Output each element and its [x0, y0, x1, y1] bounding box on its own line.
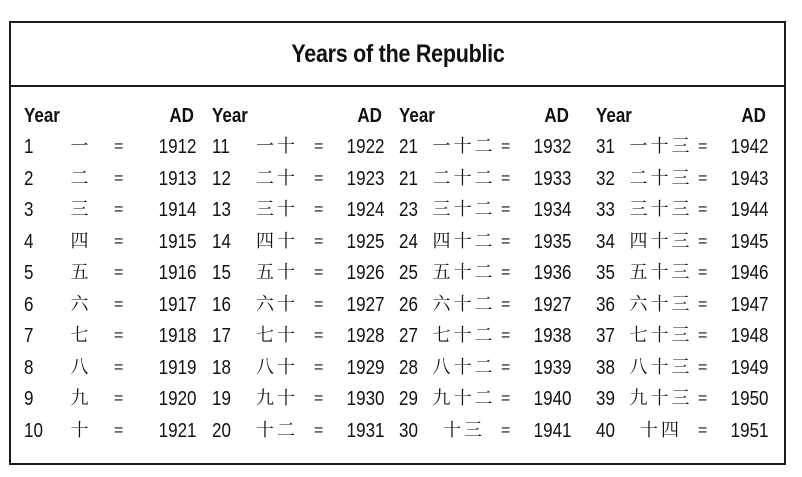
- republic-year: 23: [399, 199, 418, 221]
- republic-year: 28: [399, 356, 418, 379]
- republic-year: 37: [596, 325, 615, 347]
- equals-sign: =: [501, 295, 511, 313]
- table-row: [596, 198, 778, 230]
- republic-year: 29: [399, 388, 418, 410]
- republic-year: 8: [24, 356, 34, 379]
- ad-year: 1915: [158, 230, 196, 253]
- ad-year: 1949: [730, 356, 768, 379]
- republic-year: 25: [399, 262, 418, 284]
- equals-sign: =: [114, 327, 124, 344]
- equals-sign: =: [314, 232, 324, 250]
- table-row: [399, 419, 581, 451]
- header-ad: AD: [357, 105, 382, 127]
- republic-year: 21: [399, 167, 418, 190]
- table-row: [596, 261, 778, 293]
- republic-year: 1: [24, 136, 34, 158]
- chinese-numeral: 四十二: [432, 230, 496, 252]
- ad-year: 1916: [158, 262, 196, 284]
- ad-year: 1941: [533, 419, 571, 442]
- chinese-numeral: 三十: [256, 199, 298, 220]
- table-column: [212, 105, 394, 450]
- equals-sign: =: [501, 201, 511, 218]
- equals-sign: =: [501, 264, 511, 281]
- ad-year: 1922: [346, 136, 384, 158]
- chinese-numeral: 七十二: [432, 325, 496, 346]
- table-row: [24, 198, 206, 230]
- chinese-numeral: 五: [70, 262, 92, 283]
- table-row: [24, 324, 206, 356]
- chinese-numeral: 一十三: [629, 136, 693, 157]
- equals-sign: =: [501, 327, 511, 344]
- ad-year: 1924: [346, 199, 384, 221]
- table-row: [212, 167, 394, 199]
- chinese-numeral: 十四: [640, 419, 682, 441]
- republic-year: 27: [399, 325, 418, 347]
- chinese-numeral: 一十二: [432, 136, 496, 157]
- ad-year: 1926: [346, 262, 384, 284]
- republic-year: 7: [24, 325, 34, 347]
- republic-year: 16: [212, 293, 231, 316]
- chinese-numeral: 七: [70, 325, 92, 346]
- republic-year: 12: [212, 167, 231, 190]
- header-ad: AD: [544, 105, 569, 127]
- table-row: [212, 135, 394, 167]
- republic-year: 17: [212, 325, 231, 347]
- equals-sign: =: [314, 138, 324, 155]
- table-row: [24, 167, 206, 199]
- table-row: [596, 356, 778, 388]
- header-year: Year: [399, 105, 435, 127]
- equals-sign: =: [314, 169, 324, 187]
- title-bar: [11, 23, 784, 87]
- chinese-numeral: 六十二: [432, 293, 496, 315]
- equals-sign: =: [114, 264, 124, 281]
- chinese-numeral: 一十: [256, 136, 298, 157]
- equals-sign: =: [114, 138, 124, 155]
- chinese-numeral: 四: [70, 230, 92, 252]
- equals-sign: =: [114, 169, 124, 187]
- chinese-numeral: 八: [70, 356, 92, 378]
- table-row: [24, 261, 206, 293]
- ad-year: 1914: [158, 199, 196, 221]
- table-row: [212, 356, 394, 388]
- chinese-numeral: 二: [70, 167, 92, 189]
- republic-year: 40: [596, 419, 615, 442]
- equals-sign: =: [314, 421, 324, 439]
- equals-sign: =: [698, 421, 708, 439]
- ad-year: 1942: [730, 136, 768, 158]
- equals-sign: =: [114, 232, 124, 250]
- ad-year: 1935: [533, 230, 571, 253]
- table-row: [399, 324, 581, 356]
- equals-sign: =: [698, 295, 708, 313]
- equals-sign: =: [314, 358, 324, 376]
- chinese-numeral: 七十三: [629, 325, 693, 346]
- ad-year: 1929: [346, 356, 384, 379]
- ad-year: 1946: [730, 262, 768, 284]
- equals-sign: =: [501, 358, 511, 376]
- ad-year: 1951: [730, 419, 768, 442]
- equals-sign: =: [698, 358, 708, 376]
- ad-year: 1921: [158, 419, 196, 442]
- table-row: [399, 198, 581, 230]
- table-row: [212, 387, 394, 419]
- equals-sign: =: [114, 295, 124, 313]
- ad-year: 1934: [533, 199, 571, 221]
- equals-sign: =: [114, 358, 124, 376]
- column-header: [399, 105, 581, 135]
- republic-year: 36: [596, 293, 615, 316]
- chinese-numeral: 八十二: [432, 356, 496, 378]
- table-row: [212, 293, 394, 325]
- republic-year: 19: [212, 388, 231, 410]
- equals-sign: =: [314, 201, 324, 218]
- chinese-numeral: 十三: [443, 419, 485, 441]
- republic-year: 6: [24, 293, 34, 316]
- ad-year: 1912: [158, 136, 196, 158]
- republic-year: 20: [212, 419, 231, 442]
- ad-year: 1938: [533, 325, 571, 347]
- chinese-numeral: 二十: [256, 167, 298, 189]
- chinese-numeral: 六十三: [629, 293, 693, 315]
- chinese-numeral: 六十: [256, 293, 298, 315]
- ad-year: 1927: [533, 293, 571, 316]
- equals-sign: =: [501, 232, 511, 250]
- republic-year: 38: [596, 356, 615, 379]
- chinese-numeral: 四十三: [629, 230, 693, 252]
- equals-sign: =: [314, 327, 324, 344]
- republic-year: 26: [399, 293, 418, 316]
- chinese-numeral: 三十三: [629, 199, 693, 220]
- chinese-numeral: 九十: [256, 388, 298, 409]
- republic-year: 24: [399, 230, 418, 253]
- table-row: [596, 387, 778, 419]
- table-frame: [9, 21, 786, 465]
- ad-year: 1920: [158, 388, 196, 410]
- table-row: [399, 135, 581, 167]
- republic-year: 4: [24, 230, 34, 253]
- republic-year: 30: [399, 419, 418, 442]
- ad-year: 1917: [158, 293, 196, 316]
- chinese-numeral: 七十: [256, 325, 298, 346]
- table-row: [596, 135, 778, 167]
- table-row: [24, 387, 206, 419]
- table-row: [212, 419, 394, 451]
- ad-year: 1950: [730, 388, 768, 410]
- conversion-table: [11, 87, 784, 463]
- header-ad: AD: [741, 105, 766, 127]
- equals-sign: =: [314, 264, 324, 281]
- table-column: [399, 105, 581, 450]
- ad-year: 1931: [346, 419, 384, 442]
- table-row: [399, 387, 581, 419]
- column-header: [212, 105, 394, 135]
- republic-year: 21: [399, 136, 418, 158]
- ad-year: 1927: [346, 293, 384, 316]
- table-row: [24, 419, 206, 451]
- chinese-numeral: 十二: [256, 419, 298, 441]
- table-row: [596, 324, 778, 356]
- ad-year: 1919: [158, 356, 196, 379]
- ad-year: 1925: [346, 230, 384, 253]
- table-row: [24, 230, 206, 262]
- equals-sign: =: [314, 390, 324, 407]
- table-row: [399, 261, 581, 293]
- ad-year: 1932: [533, 136, 571, 158]
- republic-year: 14: [212, 230, 231, 253]
- chinese-numeral: 三十二: [432, 199, 496, 220]
- table-column: [24, 105, 206, 450]
- table-row: [212, 198, 394, 230]
- header-ad: AD: [169, 105, 194, 127]
- chinese-numeral: 九十二: [432, 388, 496, 409]
- table-row: [596, 293, 778, 325]
- equals-sign: =: [114, 201, 124, 218]
- chinese-numeral: 二十三: [629, 167, 693, 189]
- equals-sign: =: [501, 421, 511, 439]
- ad-year: 1933: [533, 167, 571, 190]
- table-row: [24, 356, 206, 388]
- header-year: Year: [596, 105, 632, 127]
- ad-year: 1945: [730, 230, 768, 253]
- ad-year: 1913: [158, 167, 196, 190]
- table-row: [399, 356, 581, 388]
- equals-sign: =: [698, 264, 708, 281]
- page-title: Years of the Republic: [290, 39, 505, 68]
- chinese-numeral: 六: [70, 293, 92, 315]
- header-year: Year: [212, 105, 248, 127]
- table-row: [24, 135, 206, 167]
- equals-sign: =: [314, 295, 324, 313]
- republic-year: 9: [24, 388, 34, 410]
- equals-sign: =: [698, 327, 708, 344]
- ad-year: 1936: [533, 262, 571, 284]
- republic-year: 34: [596, 230, 615, 253]
- table-row: [596, 167, 778, 199]
- chinese-numeral: 十: [70, 419, 92, 441]
- ad-year: 1940: [533, 388, 571, 410]
- table-row: [24, 293, 206, 325]
- equals-sign: =: [114, 421, 124, 439]
- table-row: [399, 230, 581, 262]
- ad-year: 1948: [730, 325, 768, 347]
- equals-sign: =: [698, 169, 708, 187]
- republic-year: 3: [24, 199, 34, 221]
- chinese-numeral: 一: [70, 136, 92, 157]
- ad-year: 1943: [730, 167, 768, 190]
- chinese-numeral: 九: [70, 388, 92, 409]
- equals-sign: =: [698, 390, 708, 407]
- table-row: [596, 419, 778, 451]
- ad-year: 1947: [730, 293, 768, 316]
- republic-year: 32: [596, 167, 615, 190]
- republic-year: 10: [24, 419, 43, 442]
- table-row: [399, 293, 581, 325]
- column-header: [596, 105, 778, 135]
- republic-year: 31: [596, 136, 615, 158]
- chinese-numeral: 八十: [256, 356, 298, 378]
- ad-year: 1944: [730, 199, 768, 221]
- table-column: [596, 105, 778, 450]
- ad-year: 1918: [158, 325, 196, 347]
- chinese-numeral: 五十三: [629, 262, 693, 283]
- republic-year: 13: [212, 199, 231, 221]
- republic-year: 39: [596, 388, 615, 410]
- chinese-numeral: 五十二: [432, 262, 496, 283]
- republic-year: 2: [24, 167, 34, 190]
- equals-sign: =: [114, 390, 124, 407]
- table-row: [212, 324, 394, 356]
- chinese-numeral: 五十: [256, 262, 298, 283]
- ad-year: 1939: [533, 356, 571, 379]
- chinese-numeral: 三: [70, 199, 92, 220]
- chinese-numeral: 四十: [256, 230, 298, 252]
- chinese-numeral: 二十二: [432, 167, 496, 189]
- ad-year: 1923: [346, 167, 384, 190]
- equals-sign: =: [501, 169, 511, 187]
- equals-sign: =: [501, 390, 511, 407]
- ad-year: 1930: [346, 388, 384, 410]
- equals-sign: =: [698, 201, 708, 218]
- republic-year: 5: [24, 262, 34, 284]
- header-year: Year: [24, 105, 60, 127]
- table-row: [399, 167, 581, 199]
- republic-year: 11: [212, 136, 230, 158]
- equals-sign: =: [501, 138, 511, 155]
- republic-year: 18: [212, 356, 231, 379]
- chinese-numeral: 八十三: [629, 356, 693, 378]
- equals-sign: =: [698, 138, 708, 155]
- table-row: [212, 261, 394, 293]
- column-header: [24, 105, 206, 135]
- chinese-numeral: 九十三: [629, 388, 693, 409]
- republic-year: 35: [596, 262, 615, 284]
- republic-year: 33: [596, 199, 615, 221]
- table-row: [596, 230, 778, 262]
- equals-sign: =: [698, 232, 708, 250]
- republic-year: 15: [212, 262, 231, 284]
- table-row: [212, 230, 394, 262]
- ad-year: 1928: [346, 325, 384, 347]
